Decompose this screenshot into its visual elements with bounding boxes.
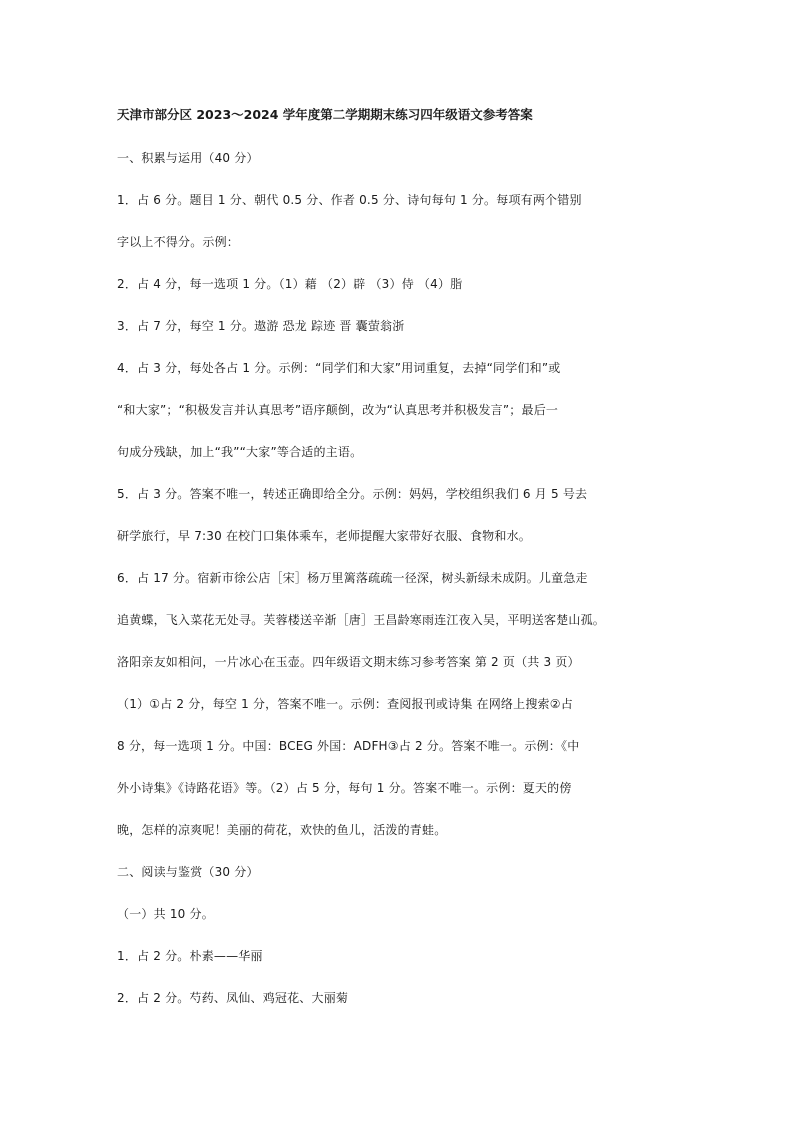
text-line: 追黄蝶，飞入菜花无处寻。芙蓉楼送辛渐［唐］王昌龄寒雨连江夜入吴，平明送客楚山孤。 (117, 613, 606, 627)
text-line: 8 分，每一选项 1 分。中国：BCEG 外国：ADFH③占 2 分。答案不唯一。示例：《中 (117, 739, 580, 753)
text-line: 字以上不得分。示例： (117, 235, 240, 249)
text-line: 2．占 4 分，每一选项 1 分。（1）藉 （2）辟 （3）侍 （4）脂 (117, 277, 463, 291)
text-line: 洛阳亲友如相问，一片冰心在玉壶。四年级语文期末练习参考答案 第 2 页（共 3 页） (117, 655, 580, 669)
text-line: 3．占 7 分，每空 1 分。遨游 恐龙 踪迹 晋 囊萤翁浙 (117, 319, 405, 333)
text-line: （1）①占 2 分，每空 1 分，答案不唯一。示例：查阅报刊或诗集 在网络上搜索②占 (117, 697, 573, 711)
text-line: 外小诗集》《诗路花语》等。（2）占 5 分，每句 1 分。答案不唯一。示例：夏天的傍 (117, 781, 572, 795)
text-line: 5．占 3 分。答案不唯一，转述正确即给全分。示例：妈妈，学校组织我们 6 月 5 号去 (117, 487, 588, 501)
text-line: 4．占 3 分，每处各占 1 分。示例：“同学们和大家”用词重复，去掉“同学们和”或 (117, 361, 561, 375)
text-line: 句成分残缺，加上“我”“大家”等合适的主语。 (117, 445, 363, 459)
text-line: 晚，怎样的凉爽呢！美丽的荷花，欢快的鱼儿，活泼的青蛙。 (117, 823, 447, 837)
text-line: 研学旅行，早 7:30 在校门口集体乘车，老师提醒大家带好衣服、食物和水。 (117, 529, 531, 543)
text-line: 2．占 2 分。芍药、凤仙、鸡冠花、大丽菊 (117, 991, 349, 1005)
text-line: 1．占 2 分。朴素——华丽 (117, 949, 263, 963)
text-line: “和大家”；“积极发言并认真思考”语序颠倒，改为“认真思考并积极发言”；最后一 (117, 403, 559, 417)
text-line: 1．占 6 分。题目 1 分、朝代 0.5 分、作者 0.5 分、诗句每句 1 分。每项有两个错别 (117, 193, 582, 207)
text-line: 一、积累与运用（40 分） (117, 151, 259, 165)
text-line: 6．占 17 分。宿新市徐公店［宋］杨万里篱落疏疏一径深，树头新绿未成阴。儿童急走 (117, 571, 588, 585)
document-title: 天津市部分区 2023～2024 学年度第二学期期末练习四年级语文参考答案 (117, 107, 533, 122)
answer-sheet-page (117, 104, 687, 1005)
text-line: 二、阅读与鉴赏（30 分） (117, 865, 259, 879)
text-line: （一）共 10 分。 (117, 907, 214, 921)
